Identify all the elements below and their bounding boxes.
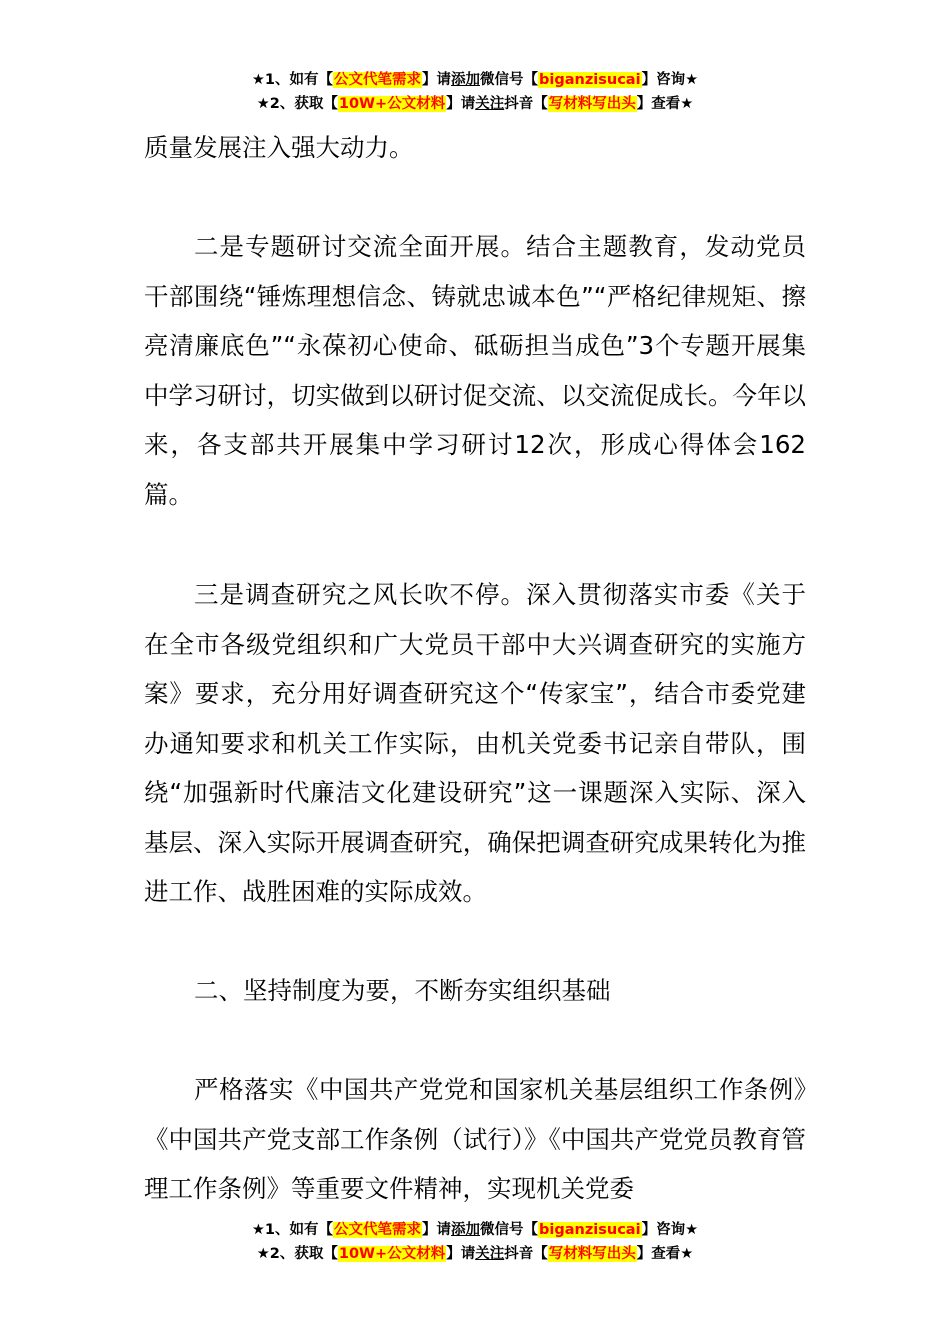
paragraph: 质量发展注入强大动力。	[144, 133, 414, 162]
paragraph: 三是调查研究之风长吹不停。深入贯彻落实市委《关于在全市各级党组织和广大党员干部中大兴调查研究的实施方案》要求，充分用好调查研究这个“传家宝”，结合市委党建办通知要求和机关工作实际，由机关党委书记亲自带队，围绕“加强新时代廉洁文化建设研究”这一课题深入实际、深入基层、深入实际开展调查研究，确保把调查研究成果转化为推进工作、战胜困难的实际成效。	[144, 580, 806, 906]
banner-line-1	[0, 1218, 950, 1242]
banner-highlight: biganzisucai	[539, 72, 641, 88]
banner-text: 】请	[446, 1246, 476, 1262]
banner-text: 抖音【	[504, 96, 548, 112]
banner-highlight: 10W+公文材料	[338, 96, 446, 112]
banner-text: 】请	[422, 1222, 452, 1238]
banner-highlight: 写材料写出头	[548, 96, 636, 112]
banner-text: 微信号【	[480, 72, 539, 88]
banner-text: ★2、获取【	[256, 1246, 338, 1262]
banner-underline: 关注	[475, 1246, 505, 1262]
banner-highlight: 公文代笔需求	[334, 1222, 422, 1238]
banner-text: ★1、如有【	[251, 1222, 334, 1238]
banner-text: 】请	[422, 72, 452, 88]
header-banner	[0, 68, 950, 116]
banner-text: ★1、如有【	[251, 72, 334, 88]
banner-underline: 添加	[451, 1222, 481, 1238]
banner-text: ★2、获取【	[256, 96, 338, 112]
banner-text: 微信号【	[480, 1222, 539, 1238]
banner-text: 抖音【	[504, 1246, 548, 1262]
banner-text: 】查看★	[636, 96, 694, 112]
banner-text: 】咨询★	[641, 72, 699, 88]
banner-highlight: 10W+公文材料	[338, 1246, 446, 1262]
banner-highlight: 公文代笔需求	[334, 72, 422, 88]
banner-highlight: biganzisucai	[539, 1222, 641, 1238]
banner-highlight: 写材料写出头	[548, 1246, 636, 1262]
section-heading: 二、坚持制度为要，不断夯实组织基础	[194, 976, 611, 1005]
banner-line-1	[0, 68, 950, 92]
banner-text: 】请	[446, 96, 476, 112]
banner-line-2	[0, 1242, 950, 1266]
banner-line-2	[0, 92, 950, 116]
banner-text: 】查看★	[636, 1246, 694, 1262]
banner-underline: 关注	[475, 96, 505, 112]
banner-text: 】咨询★	[641, 1222, 699, 1238]
paragraph: 严格落实《中国共产党党和国家机关基层组织工作条例》《中国共产党支部工作条例（试行）》《中国共产党党员教育管理工作条例》等重要文件精神，实现机关党委	[144, 1075, 806, 1203]
banner-underline: 添加	[451, 72, 481, 88]
footer-banner	[0, 1218, 950, 1266]
paragraph: 二是专题研讨交流全面开展。结合主题教育，发动党员干部围绕“锤炼理想信念、铸就忠诚本色”“严格纪律规矩、擦亮清廉底色”“永葆初心使命、砥砺担当成色”3个专题开展集中学习研讨，切实做到以研讨促交流、以交流促成长。今年以来，各支部共开展集中学习研讨12次，形成心得体会162篇。	[144, 232, 806, 509]
